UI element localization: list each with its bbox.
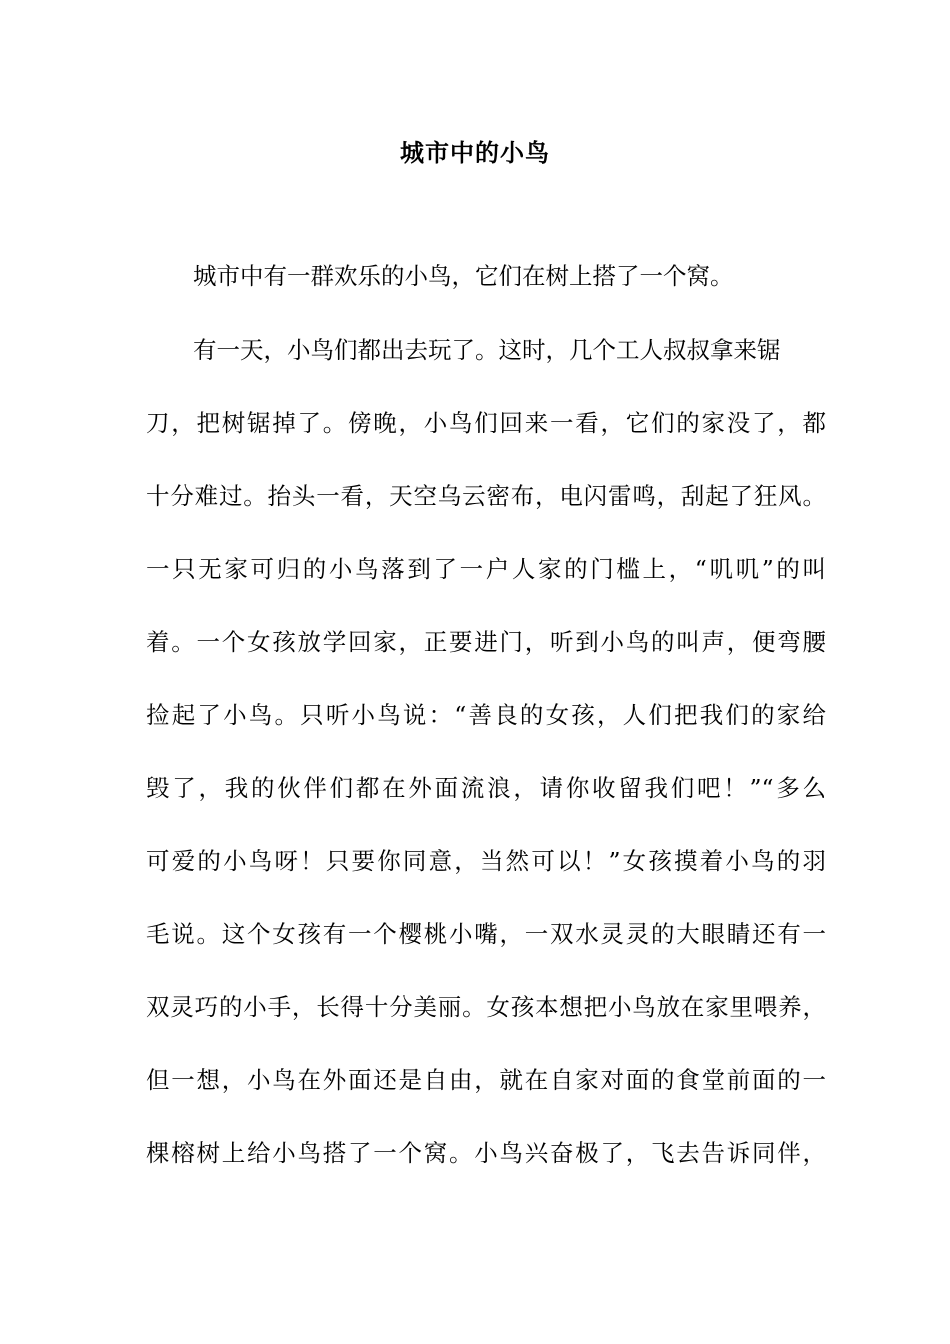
paragraph-line: 毛说。这个女孩有一个樱桃小嘴，一双水灵灵的大眼睛还有一: [146, 920, 826, 948]
paragraph-line: 有一天，小鸟们都出去玩了。这时，几个工人叔叔拿来锯: [193, 336, 781, 364]
paragraph-line: 捡起了小鸟。只听小鸟说：“善良的女孩，人们把我们的家给: [146, 701, 826, 729]
paragraph-line: 毁了，我的伙伴们都在外面流浪，请你收留我们吧！”“多么: [146, 774, 826, 802]
paragraph-1: [146, 240, 826, 313]
paragraph-line: 可爱的小鸟呀！只要你同意，当然可以！”女孩摸着小鸟的羽: [146, 847, 826, 875]
paragraph-line: 城市中有一群欢乐的小鸟，它们在树上搭了一个窝。: [193, 262, 734, 290]
paragraph-line: 着。一个女孩放学回家，正要进门，听到小鸟的叫声，便弯腰: [146, 628, 826, 656]
paragraph-line: 棵榕树上给小鸟搭了一个窝。小鸟兴奋极了，飞去告诉同伴，: [146, 1139, 826, 1167]
paragraph-line: 但一想，小鸟在外面还是自由，就在自家对面的食堂前面的一: [146, 1066, 826, 1094]
paragraph-line: 刀，把树锯掉了。傍晚，小鸟们回来一看，它们的家没了，都: [146, 409, 826, 437]
document-title: 城市中的小鸟: [400, 138, 550, 167]
paragraph-2: [146, 314, 826, 1190]
paragraph-line: 双灵巧的小手，长得十分美丽。女孩本想把小鸟放在家里喂养，: [146, 993, 826, 1021]
paragraph-line: 十分难过。抬头一看，天空乌云密布，电闪雷鸣，刮起了狂风。: [146, 482, 826, 510]
paragraph-line: 一只无家可归的小鸟落到了一户人家的门槛上，“叽叽”的叫: [146, 555, 826, 583]
